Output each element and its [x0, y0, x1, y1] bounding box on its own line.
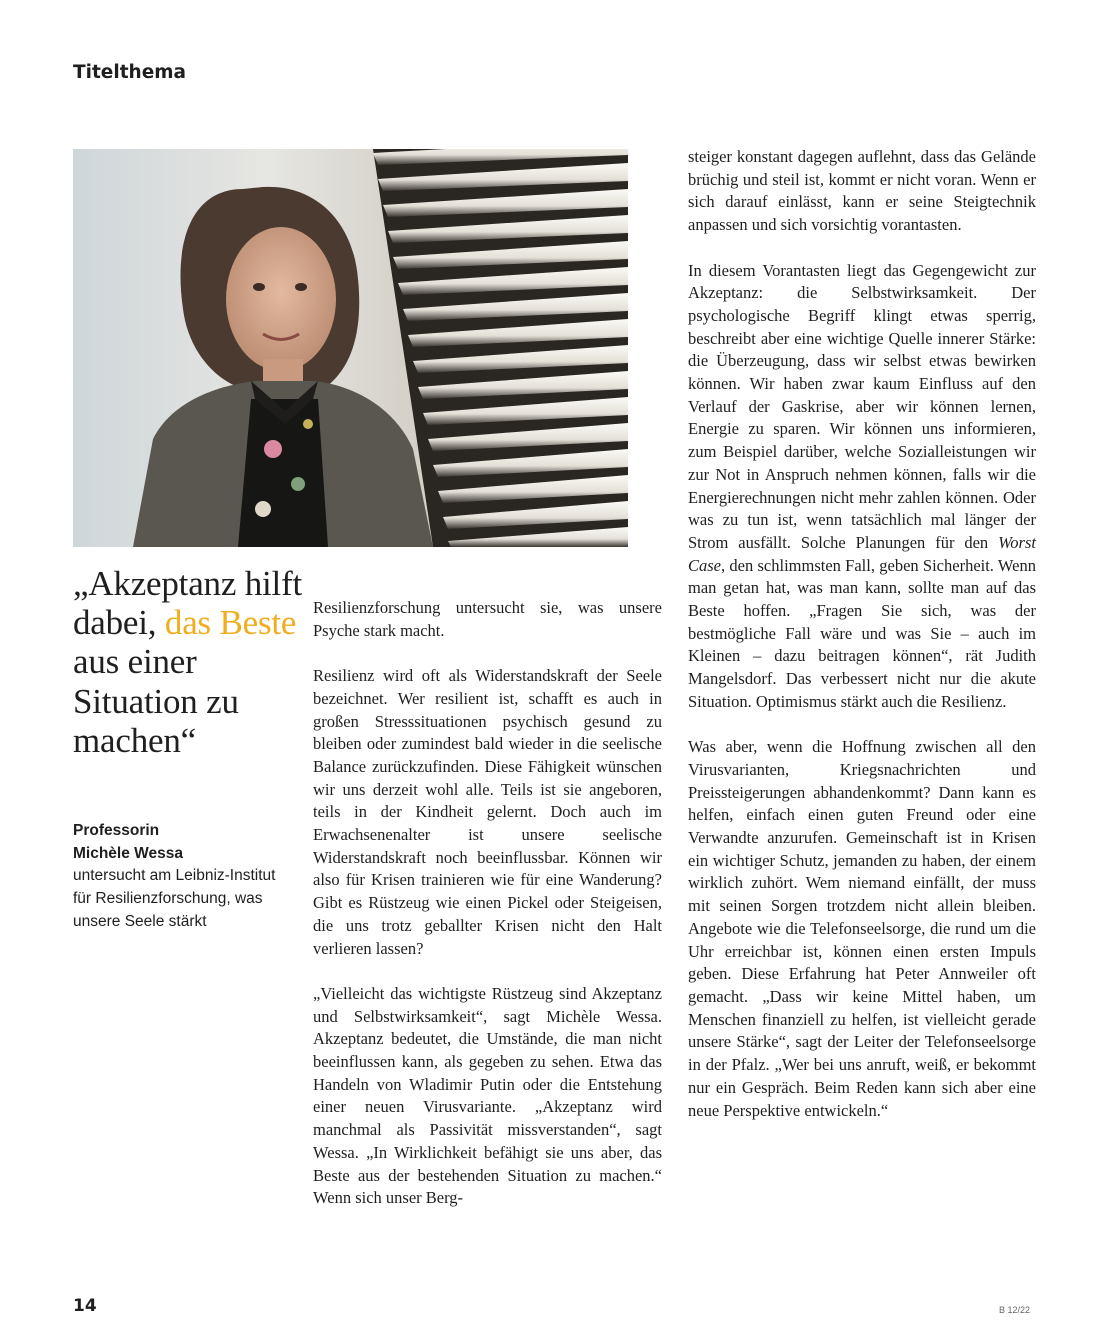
pull-quote-highlight: das Beste [164, 603, 297, 643]
paragraph: Was aber, wenn die Hoffnung zwischen all den Virusvarianten, Kriegsnachrichten und Preissteigerungen abhandenkommt? Dann kann es helfen, einfach einen guten Freund oder eine Verwandte anzurufen. Gemeinschaft ist in Krisen ein wichtiger Schutz, jemanden zu haben, der einem wirklich zuhört. Wem niemand einfällt, der muss mit seinen Sorgen trotzdem nicht allein bleiben. Angebote wie die Telefonseelsorge, die rund um die Uhr erreichbar ist, können einen ersten Impuls geben. Diese Erfahrung hat Peter Annweiler oft gemacht. „Dass wir keine Mittel haben, um Menschen finanziell zu helfen, ist vielleicht gerade unsere Stärke“, sagt der Leiter der Telefonseelsorge in der Pfalz. „Wer bei uns anruft, weiß, er bekommt nur ein Gespräch. Beim Reden kann sich aber eine neue Perspektive entwickeln.“ [688, 737, 1036, 1120]
paragraph [688, 260, 1036, 714]
page-number: 14 [73, 1296, 97, 1316]
section-label: Titelthema [73, 62, 187, 83]
paragraph: „Vielleicht das wichtigste Rüstzeug sind Akzeptanz und Selbstwirksamkeit“, sagt Michèle Wessa. Akzeptanz bedeutet, die Umstände, die man nicht beeinflussen kann, als gegeben zu sehen. Etwa das Handeln von Wladimir Putin oder die Entstehung einer neuen Virusvariante. „Akzeptanz wird manchmal als Passivität missverstanden“, sagt Wessa. „In Wirklichkeit befähigt sie uns aber, das Beste aus der bestehenden Situation zu machen.“ Wenn sich unser Berg- [313, 983, 662, 1208]
caption-title-line-1: Professorin [73, 822, 160, 839]
article-column-right [688, 146, 1036, 1122]
paragraph: Resilienz wird oft als Widerstandskraft der Seele bezeichnet. Wer resilient ist, schafft es auch in großen Stresssituationen psychisch gesund zu bleiben oder zumindest bald wieder in die seelische Balance zurückzufinden. Diese Fähigkeit wünschen wir uns derzeit wohl alle. Teils ist sie angeboren, teils in der Kindheit gelernt. Doch auch im Erwachsenenalter ist unsere seelische Widerstandskraft noch beeinflussbar. Können wir also für Krisen trainieren wie für eine Wanderung? Gibt es Rüstzeug wie einen Pickel oder Steigeisen, die uns trotz geballter Krisen nicht den Halt verlieren lassen? [313, 666, 662, 958]
issue-label: B 12/22 [999, 1305, 1031, 1315]
pull-quote [73, 564, 303, 760]
pull-quote-text-2: aus einer Situation zu machen“ [73, 642, 239, 760]
paragraph: Resilienzforschung untersucht sie, was unsere Psyche stark macht. [313, 598, 662, 640]
portrait-photo [73, 149, 628, 547]
caption-title-line-2: Michèle Wessa [73, 844, 183, 862]
portrait-illustration [73, 149, 628, 547]
article-column-middle [313, 597, 662, 1210]
pull-quote-text-1: „Akzeptanz hilft dabei, [73, 564, 303, 643]
paragraph-text: , den schlimmsten Fall, geben Sicherheit. Wenn man getan hat, was man kann, sollte man auf das Beste hoffen. „Fragen Sie sich, was der bestmögliche Fall wäre und was Sie – auch im Kleinen – dazu beitragen können“, rät Judith Mangelsdorf. Das verbessert nicht nur die akute Situation. Optimismus stärkt auch die Resilienz. [688, 555, 1036, 711]
photo-caption [73, 820, 283, 934]
italic-term: Worst Case [688, 532, 1036, 575]
caption-text: untersucht am Leibniz-Institut für Resilienzforschung, was unsere Seele stärkt [73, 867, 276, 930]
paragraph: steiger konstant dagegen auflehnt, dass das Gelände brüchig und steil ist, kommt er nicht voran. Wenn er sich darauf einlässt, kann er seine Steigtechnik anpassen und sich vorsichtig vorantasten. [688, 147, 1036, 235]
paragraph-text: In diesem Vorantasten liegt das Gegengewicht zur Akzeptanz: die Selbstwirksamkeit. Der psychologische Begriff klingt etwas sperrig, beschreibt aber eine wichtige Quelle innerer Stärke: die Überzeugung, dass wir selbst etwas bewirken können. Wir haben zwar kaum Einfluss auf den Verlauf der Gaskrise, aber wir können lernen, Energie zu sparen. Wir können uns informieren, zum Beispiel darüber, welche Sozialleistungen wir zur Not in Anspruch nehmen können, falls wir die Energierechnungen nicht mehr zahlen können. Oder was zu tun ist, wenn tatsächlich mal länger der Strom ausfällt. Solche Planungen für den [688, 260, 1036, 552]
